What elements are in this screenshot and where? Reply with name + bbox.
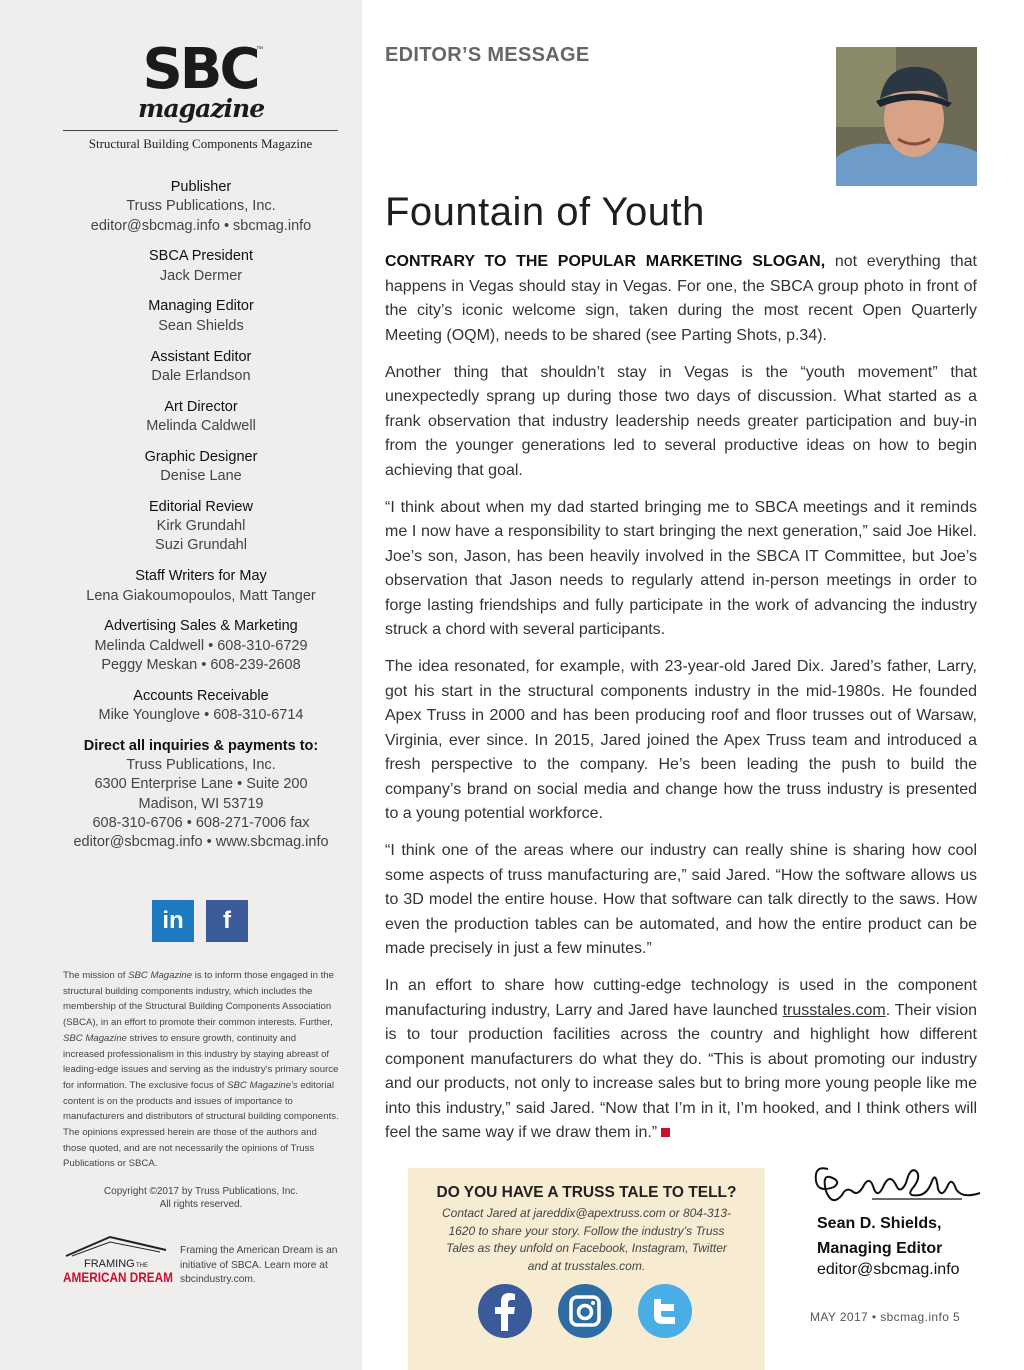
sidebar: [0, 0, 362, 1370]
mission-statement: The mission of SBC Magazine is to inform those engaged in the structural building components industry, which includes the membership of the Structural Building Components Association (SBCA), in an effort to promote their common interests. Further, SBC Magazine strives to ensure growth, continuity and increased professionalism in this industry by staying abreast of leading-edge issues and serving as the industry's primary source for information. The exclusive focus of SBC Magazine's editorial content is on the products and issues of importance to manufacturers and distributors of structural building components. The opinions expressed herein are those of the authors and those quoted, and are not necessarily the opinions of Truss Publications or SBCA.: [63, 970, 339, 1170]
masthead-managing-editor: Managing Editor Sean Shields: [148, 298, 254, 334]
masthead-publisher: Publisher Truss Publications, Inc. editor@sbcmag.info • sbcmag.info: [90, 179, 312, 234]
editor-portrait: [836, 47, 977, 186]
end-mark: [661, 1128, 670, 1137]
lead-in: CONTRARY TO THE POPULAR MARKETING SLOGAN,: [385, 253, 826, 270]
logo-subtitle: Structural Building Components Magazine: [88, 136, 313, 151]
facebook-icon[interactable]: f: [206, 900, 248, 942]
framing-american-dream-logo: [62, 1234, 174, 1286]
callout-text: Contact Jared at jareddix@apextruss.com or 804-313-1620 to share your story. Follow the industry’s Truss Tales as they unfold on Facebook, Instagram, Twitter and at trusstales.com.: [442, 1206, 731, 1273]
magazine-logo-word: magazine: [138, 94, 265, 123]
masthead: [60, 178, 342, 864]
sbc-logo: SBC: [142, 37, 258, 102]
twitter-circle-icon[interactable]: [637, 1283, 693, 1339]
fad-description: Framing the American Dream is an initiative of SBCA. Learn more at sbcindustry.com.: [180, 1245, 338, 1285]
linkedin-icon[interactable]: in: [152, 900, 194, 942]
masthead-staff-writers: Staff Writers for May Lena Giakoumopoulos, Matt Tanger: [86, 568, 316, 604]
masthead-advertising: Advertising Sales & Marketing Melinda Caldwell • 608-310-6729 Peggy Meskan • 608-239-2608: [94, 618, 308, 673]
paragraph-1: CONTRARY TO THE POPULAR MARKETING SLOGAN, not everything that happens in Vegas should stay in Vegas. For one, the SBCA group photo in front of the city’s iconic welcome sign, taken during the most recent Open Quarterly Meeting (OQM), needs to be shared (see Parting Shots, p.34).: [385, 253, 977, 344]
paragraph-3: “I think about when my dad started bringing me to SBCA meetings and it reminds me I now have a responsibility to start bringing the next generation,” said Joe Hikel. Joe’s son, Jason, has been heavily involved in the SBCA IT Committee, but Joe’s observation that Jason needs to regularly attend in-person meetings in order to forge lasting friendships and fully participate in the work of advancing the industry struck a chord with several participants.: [385, 498, 977, 638]
signature-email[interactable]: editor@sbcmag.info: [817, 1261, 960, 1278]
callout-heading: DO YOU HAVE A TRUSS TALE TO TELL?: [436, 1184, 737, 1201]
page-footer: MAY 2017 • sbcmag.info 5: [810, 1310, 961, 1324]
paragraph-6: In an effort to share how cutting-edge technology is used in the component manufacturing industry, Larry and Jared have launched trusstales.com. Their vision is to tour production facilities across the country and highlight how different component manufacturers do what they do. “This is about promoting our industry and our products, not only to increase sales but to bring more young people like me into this industry,” said Jared. “Now that I’m in it, I’m hooked, and I think others will feel the same way if we draw them in.”: [385, 977, 977, 1141]
fad-logo-bottom: AMERICAN DREAM: [63, 1269, 173, 1285]
signature-name: Sean D. Shields, Managing Editor: [817, 1215, 943, 1257]
copyright: Copyright ©2017 by Truss Publications, Inc. All rights reserved.: [103, 1186, 299, 1210]
masthead-editorial-review: Editorial Review Kirk Grundahl Suzi Grundahl: [149, 498, 253, 554]
section-label: EDITOR’S MESSAGE: [385, 44, 590, 66]
masthead-accounts-receivable: Accounts Receivable Mike Younglove • 608-310-6714: [98, 687, 304, 724]
logo-divider: [63, 130, 338, 131]
paragraph-2: Another thing that shouldn’t stay in Vegas is the “youth movement” that unexpectedly sprang up during those two days of discussion. What started as a frank observation that industry leadership needs greater participation and buy-in from the younger generations led to several productive ideas on how to begin achieving that goal.: [385, 363, 977, 479]
house-roof-inner-icon: [72, 1242, 160, 1256]
paragraph-4: The idea resonated, for example, with 23-year-old Jared Dix. Jared’s father, Larry, got his start in the structural components industry in the mid-1980s. He founded Apex Truss in 2000 and has been producing roof and floor trusses out of Warsaw, Virginia, ever since. In 2015, Jared joined the Apex Truss team and introduced a fresh perspective to the company. He’s been leading the push to build the company’s brand on social media and change how the truss industry is presented to a young potential workforce.: [385, 658, 977, 822]
paragraph-5: “I think one of the areas where our industry can really shine is sharing how cool some aspects of truss manufacturing are,” said Jared. “How the software allows us to 3D model the entire house. How that software can talk directly to the saws. How even the production tables can be automated, and how the entire product can be made precisely in just a few minutes.”: [385, 842, 977, 957]
instagram-circle-icon[interactable]: [557, 1283, 613, 1339]
trademark-mark: ™: [256, 46, 263, 53]
article-title: Fountain of Youth: [385, 190, 705, 234]
masthead-president: SBCA President Jack Dermer: [149, 248, 253, 284]
masthead-assistant-editor: Assistant Editor Dale Erlandson: [150, 348, 252, 384]
masthead-inquiries: Direct all inquiries & payments to: Truss Publications, Inc. 6300 Enterprise Lane • Suite 200 Madison, WI 53719 608-310-6706 • 608-271-7006 fax editor@sbcmag.info • www.sbcmag.info: [73, 737, 329, 851]
masthead-art-director: Art Director Melinda Caldwell: [146, 398, 256, 434]
fad-logo-top: FRAMING: [84, 1258, 135, 1270]
fad-logo-the: THE: [136, 1263, 148, 1269]
truss-tale-callout: [408, 1168, 765, 1370]
facebook-circle-icon[interactable]: [477, 1283, 533, 1339]
masthead-graphic-designer: Graphic Designer Denise Lane: [144, 448, 258, 485]
trusstales-link[interactable]: trusstales.com: [782, 1001, 886, 1019]
editor-signature: [812, 1155, 982, 1213]
article-body: [385, 250, 977, 1158]
